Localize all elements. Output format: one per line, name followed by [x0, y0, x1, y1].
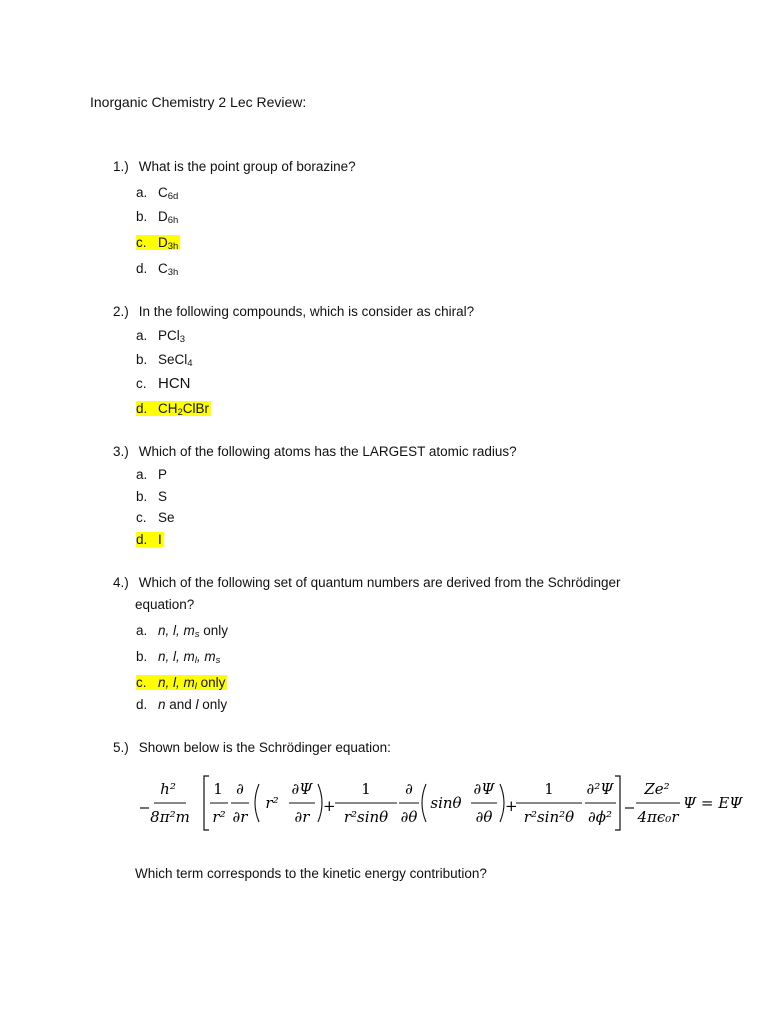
option-subscript: s [194, 629, 200, 640]
schrodinger-equation [134, 770, 754, 840]
option-letter: b. [136, 352, 148, 367]
option-text: D [158, 235, 168, 250]
question-2 [113, 304, 474, 319]
eq-r2sin: r²sinθ [343, 808, 389, 826]
eq-dr-2: ∂r [294, 808, 310, 826]
eq-8pi2m: 8π²m [150, 808, 190, 826]
q4-option-d [136, 696, 227, 714]
eq-r2sin2: r²sin²θ [523, 808, 575, 826]
q2-option-d-answer [136, 400, 211, 422]
eq-one-3: 1 [544, 780, 554, 798]
option-subscript: 3 [179, 334, 186, 345]
question-text: Shown below is the Schrödinger equation: [138, 740, 391, 755]
eq-coulomb-denominator: 4πϵ₀r [637, 808, 679, 826]
q3-option-a [136, 466, 167, 484]
eq-partial-2: ∂ [405, 780, 413, 798]
option-text: Se [158, 510, 175, 525]
q4-option-c-answer [136, 674, 227, 696]
q1-option-c-answer [136, 234, 180, 256]
option-subscript: 6h [167, 215, 179, 226]
eq-plus-1: + [323, 797, 336, 815]
option-letter: c. [136, 510, 147, 525]
q3-option-c [136, 509, 175, 527]
eq-dtheta-2: ∂θ [475, 808, 493, 826]
option-subscript: 2 [177, 407, 183, 418]
eq-dtheta: ∂θ [400, 808, 418, 826]
option-letter: a. [136, 467, 148, 482]
option-subscript: 3h [167, 267, 179, 278]
option-letter: b. [136, 209, 148, 224]
eq-dr: ∂r [232, 808, 248, 826]
option-subscript: l [194, 681, 197, 692]
q3-option-d-answer [136, 531, 164, 549]
option-text-tail: only [199, 623, 229, 638]
option-subscript: l [194, 655, 197, 666]
option-text: C [158, 185, 168, 200]
q2-option-c [136, 375, 191, 393]
eq-sintheta: sinθ [430, 794, 462, 812]
option-subscript: s [215, 655, 221, 666]
question-number: 2.) [113, 304, 129, 319]
option-letter: b. [136, 649, 148, 664]
question-number: 5.) [113, 740, 129, 755]
option-letter: c. [136, 376, 147, 391]
q1-option-a [136, 184, 178, 206]
eq-r2: r² [212, 808, 226, 826]
option-text: PCl [158, 328, 180, 343]
document-title: Inorganic Chemistry 2 Lec Review: [90, 94, 307, 110]
q2-option-a [136, 327, 185, 349]
eq-r2-inner: r² [265, 794, 279, 812]
option-letter: d. [136, 697, 148, 712]
option-text: n [158, 697, 166, 712]
q1-option-b [136, 208, 178, 230]
question-4 [113, 575, 621, 590]
question-text: Which of the following atoms has the LARGEST atomic radius? [138, 444, 517, 459]
question-3 [113, 444, 517, 459]
eq-rhs: Ψ = EΨ [683, 794, 743, 812]
option-subscript: 3h [167, 241, 179, 252]
option-text: S [158, 489, 168, 504]
question-number: 1.) [113, 159, 129, 174]
q3-option-b [136, 488, 167, 506]
eq-one: 1 [213, 780, 223, 798]
option-letter: c. [136, 675, 147, 690]
eq-h-squared: h² [160, 780, 176, 798]
option-letter: a. [136, 185, 148, 200]
option-text: n, l, m [158, 649, 195, 664]
eq-one-2: 1 [361, 780, 371, 798]
option-text: I [158, 532, 162, 547]
option-text-tail: only [196, 675, 226, 690]
option-text: CH [158, 401, 178, 416]
option-text: P [158, 467, 168, 482]
eq-dphi2: ∂ϕ² [588, 808, 612, 826]
option-letter: b. [136, 489, 148, 504]
question-5-followup: Which term corresponds to the kinetic energy contribution? [135, 866, 487, 881]
question-5 [113, 740, 391, 755]
option-text-l: l [195, 697, 199, 712]
eq-partial: ∂ [236, 780, 244, 798]
q4-option-a [136, 622, 228, 644]
eq-dpsi: ∂Ψ [291, 780, 313, 798]
question-text: In the following compounds, which is consider as chiral? [138, 304, 475, 319]
option-text: C [158, 261, 168, 276]
question-text: Which of the following set of quantum numbers are derived from the Schrödinger [138, 575, 621, 590]
option-letter: a. [136, 623, 148, 638]
option-text: n, l, m [158, 675, 195, 690]
eq-d2psi: ∂²Ψ [586, 780, 614, 798]
option-letter: d. [136, 532, 148, 547]
question-1 [113, 159, 356, 174]
option-text-tail: only [198, 697, 228, 712]
q4-option-b [136, 648, 220, 670]
option-subscript: 6d [167, 191, 179, 202]
option-subscript: 4 [187, 358, 193, 369]
option-text: n, l, m [158, 623, 195, 638]
question-text: What is the point group of borazine? [138, 159, 356, 174]
option-text-mid: , m [196, 649, 216, 664]
q2-option-b [136, 351, 193, 373]
option-text: HCN [158, 375, 191, 392]
option-letter: a. [136, 328, 148, 343]
option-text: D [158, 209, 168, 224]
option-letter: c. [136, 235, 147, 250]
eq-dpsi-2: ∂Ψ [473, 780, 495, 798]
eq-plus-2: + [505, 797, 518, 815]
option-letter: d. [136, 261, 148, 276]
option-text-and: and [165, 697, 196, 712]
question-number: 4.) [113, 575, 129, 590]
question-4-continued: equation? [135, 597, 195, 612]
question-number: 3.) [113, 444, 129, 459]
q1-option-d [136, 260, 178, 282]
option-letter: d. [136, 401, 148, 416]
eq-ze2: Ze² [644, 780, 670, 798]
option-text: SeCl [158, 352, 188, 367]
option-text-tail: ClBr [182, 401, 210, 416]
